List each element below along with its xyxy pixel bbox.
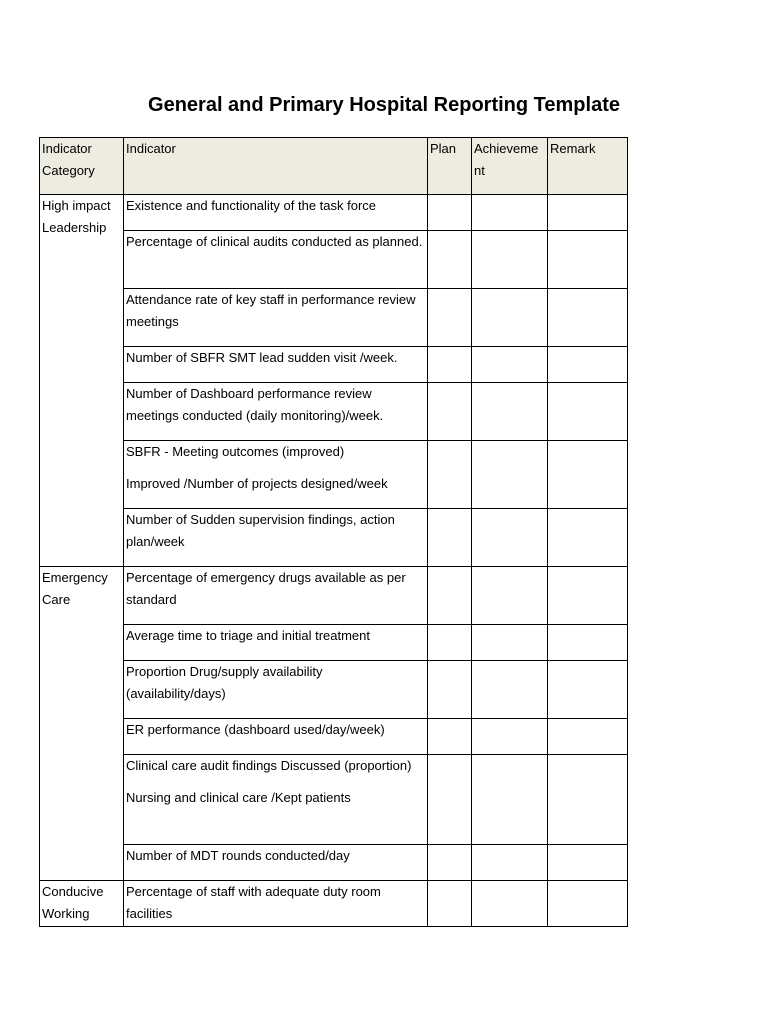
table-row <box>40 755 628 845</box>
indicator-cell: Number of SBFR SMT lead sudden visit /week. <box>124 347 428 383</box>
plan-cell[interactable] <box>428 289 472 347</box>
table-row <box>40 625 628 661</box>
remark-cell[interactable] <box>548 441 628 509</box>
remark-cell[interactable] <box>548 195 628 231</box>
remark-cell[interactable] <box>548 845 628 881</box>
plan-cell[interactable] <box>428 383 472 441</box>
category-cell-leadership: High impact Leadership <box>40 195 124 567</box>
achievement-cell[interactable] <box>472 755 548 845</box>
table-row <box>40 441 628 509</box>
plan-cell[interactable] <box>428 441 472 509</box>
achievement-cell[interactable] <box>472 661 548 719</box>
remark-cell[interactable] <box>548 509 628 567</box>
plan-cell[interactable] <box>428 881 472 927</box>
category-cell-conducive: Conducive Working <box>40 881 124 927</box>
remark-cell[interactable] <box>548 881 628 927</box>
category-cell-emergency: Emergency Care <box>40 567 124 881</box>
indicator-cell <box>124 441 428 509</box>
table-row <box>40 567 628 625</box>
indicator-cell: Average time to triage and initial treatment <box>124 625 428 661</box>
table-row <box>40 347 628 383</box>
header-remark: Remark <box>548 138 628 195</box>
report-table <box>39 137 628 927</box>
indicator-cell: Proportion Drug/supply availability (availability/days) <box>124 661 428 719</box>
indicator-cell: Number of Sudden supervision findings, action plan/week <box>124 509 428 567</box>
plan-cell[interactable] <box>428 509 472 567</box>
achievement-cell[interactable] <box>472 289 548 347</box>
header-indicator: Indicator <box>124 138 428 195</box>
achievement-cell[interactable] <box>472 383 548 441</box>
remark-cell[interactable] <box>548 719 628 755</box>
plan-cell[interactable] <box>428 661 472 719</box>
indicator-cell: Existence and functionality of the task force <box>124 195 428 231</box>
table-row <box>40 509 628 567</box>
achievement-cell[interactable] <box>472 845 548 881</box>
remark-cell[interactable] <box>548 383 628 441</box>
achievement-cell[interactable] <box>472 719 548 755</box>
achievement-cell[interactable] <box>472 509 548 567</box>
indicator-cell: Attendance rate of key staff in performance review meetings <box>124 289 428 347</box>
table-row <box>40 719 628 755</box>
achievement-cell[interactable] <box>472 441 548 509</box>
header-plan: Plan <box>428 138 472 195</box>
indicator-subtext: Nursing and clinical care /Kept patients <box>126 790 351 805</box>
plan-cell[interactable] <box>428 719 472 755</box>
indicator-cell: ER performance (dashboard used/day/week) <box>124 719 428 755</box>
table-row <box>40 661 628 719</box>
remark-cell[interactable] <box>548 347 628 383</box>
table-row <box>40 881 628 927</box>
page-title: General and Primary Hospital Reporting Template <box>148 94 620 116</box>
table-row <box>40 195 628 231</box>
header-indicator-category: Indicator Category <box>40 138 124 195</box>
indicator-cell <box>124 755 428 845</box>
plan-cell[interactable] <box>428 567 472 625</box>
table-row <box>40 383 628 441</box>
indicator-text: SBFR - Meeting outcomes (improved) <box>126 444 345 459</box>
indicator-cell: Percentage of clinical audits conducted as planned. <box>124 231 428 289</box>
remark-cell[interactable] <box>548 661 628 719</box>
indicator-subtext: Improved /Number of projects designed/week <box>126 476 388 491</box>
plan-cell[interactable] <box>428 625 472 661</box>
achievement-cell[interactable] <box>472 881 548 927</box>
achievement-cell[interactable] <box>472 567 548 625</box>
remark-cell[interactable] <box>548 289 628 347</box>
plan-cell[interactable] <box>428 231 472 289</box>
achievement-cell[interactable] <box>472 347 548 383</box>
header-row <box>40 138 628 195</box>
plan-cell[interactable] <box>428 347 472 383</box>
table-row <box>40 231 628 289</box>
plan-cell[interactable] <box>428 845 472 881</box>
indicator-cell: Number of MDT rounds conducted/day <box>124 845 428 881</box>
achievement-cell[interactable] <box>472 625 548 661</box>
remark-cell[interactable] <box>548 231 628 289</box>
indicator-cell: Percentage of emergency drugs available as per standard <box>124 567 428 625</box>
remark-cell[interactable] <box>548 625 628 661</box>
remark-cell[interactable] <box>548 567 628 625</box>
plan-cell[interactable] <box>428 755 472 845</box>
plan-cell[interactable] <box>428 195 472 231</box>
indicator-cell: Percentage of staff with adequate duty room facilities <box>124 881 428 927</box>
header-achievement: Achievement <box>472 138 548 195</box>
achievement-cell[interactable] <box>472 195 548 231</box>
indicator-cell: Number of Dashboard performance review meetings conducted (daily monitoring)/week. <box>124 383 428 441</box>
table-row <box>40 845 628 881</box>
achievement-cell[interactable] <box>472 231 548 289</box>
indicator-text: Clinical care audit findings Discussed (proportion) <box>126 758 412 773</box>
remark-cell[interactable] <box>548 755 628 845</box>
table-row <box>40 289 628 347</box>
